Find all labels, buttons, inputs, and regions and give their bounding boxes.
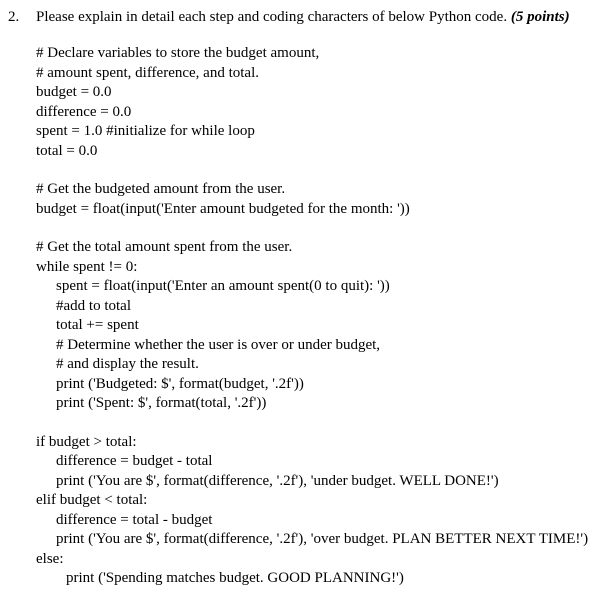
code-line: elif budget < total: [36,492,148,508]
code-line: # Get the total amount spent from the user. [36,239,293,255]
code-line: spent = float(input('Enter an amount spent(0 to quit): ')) [56,278,390,294]
code-line: # amount spent, difference, and total. [36,65,259,81]
code-line: if budget > total: [36,434,137,450]
code-line: print ('You are $', format(difference, '.2f'), 'over budget. PLAN BETTER NEXT TIME!') [56,531,589,547]
code-line: #add to total [56,298,131,314]
code-line: print ('Spent: $', format(total, '.2f')) [56,395,267,411]
code-line: spent = 1.0 #initialize for while loop [36,123,255,139]
code-line: # Get the budgeted amount from the user. [36,181,286,197]
code-line: difference = 0.0 [36,104,132,120]
code-line: total = 0.0 [36,143,98,159]
code-line: print ('You are $', format(difference, '.2f'), 'under budget. WELL DONE!') [56,473,499,489]
code-line: budget = 0.0 [36,84,112,100]
question-points: (5 points) [510,9,570,25]
question-text: Please explain in detail each step and coding characters of below Python code. [36,9,511,25]
code-line: while spent != 0: [36,259,138,275]
code-line: total += spent [56,317,139,333]
code-line: else: [36,551,64,567]
code-line: difference = budget - total [56,453,213,469]
code-line: budget = float(input('Enter amount budgeted for the month: ')) [36,201,410,217]
question-number: 2. [8,9,20,25]
code-line: print ('Spending matches budget. GOOD PLANNING!') [66,570,404,586]
code-line: # and display the result. [56,356,199,372]
code-line: # Determine whether the user is over or under budget, [56,337,381,353]
code-line: # Declare variables to store the budget amount, [36,45,320,61]
code-line: print ('Budgeted: $', format(budget, '.2f')) [56,376,304,392]
code-line: difference = total - budget [56,512,213,528]
question-header [8,7,570,27]
